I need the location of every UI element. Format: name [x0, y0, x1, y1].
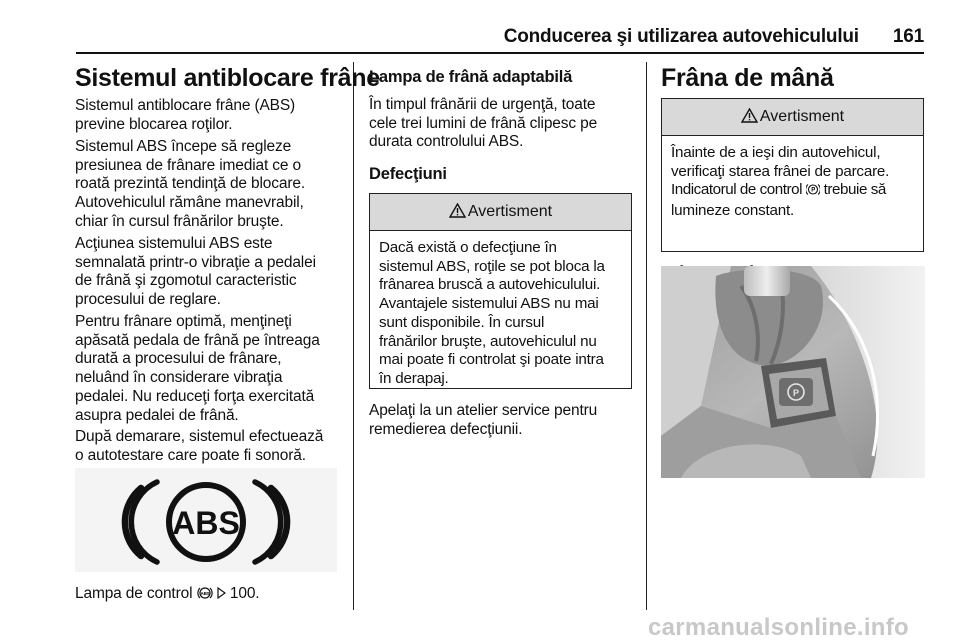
- abs-paragraph-2: Sistemul ABS începe să regleze presiunea de frânare imediat ce o roată prezintă tendinţă de blocare. Autovehiculul rămâne manevrabil, chiar în cursul frânărilor bruşte.: [75, 138, 305, 230]
- header-rule: [76, 52, 924, 54]
- svg-text:ABS: ABS: [200, 591, 210, 596]
- warning-box-abs: [369, 193, 632, 389]
- console-photo-illustration: [661, 266, 925, 478]
- subheading-defects: Defecţiuni: [369, 165, 447, 183]
- caption-page-ref[interactable]: 100.: [229, 585, 260, 602]
- svg-text:P: P: [811, 188, 815, 195]
- warning-box-handbrake: [661, 98, 924, 252]
- abs-paragraph-5: După demarare, sistemul efectuează o autotestare care poate fi sonoră.: [75, 428, 324, 464]
- warning-line-1: Înainte de a ieşi din autovehicul,: [671, 144, 881, 161]
- svg-text:P: P: [792, 388, 800, 398]
- footer-watermark[interactable]: carmanualsonline.info: [648, 614, 910, 641]
- abs-icon-figure: [75, 468, 337, 572]
- chapter-title: Conducerea şi utilizarea autovehiculului: [503, 26, 859, 47]
- electric-parking-brake-photo: [661, 266, 925, 478]
- page-ref-arrow-icon: [217, 586, 226, 605]
- section-heading-abs: Sistemul antiblocare frâne: [75, 64, 380, 92]
- warning-title: Avertisment: [759, 108, 845, 125]
- defect-advice: Apelaţi la un atelier service pentru remedierea defecţiunii.: [369, 402, 598, 438]
- warning-triangle-icon: [741, 108, 758, 127]
- page-number: 161: [892, 26, 924, 47]
- warning-title: Avertisment: [467, 203, 553, 220]
- parking-brake-lamp-icon: [806, 183, 820, 202]
- column-divider-2: [646, 62, 647, 610]
- warning-line-2: verificaţi starea frânei de parcare.: [671, 162, 890, 180]
- abs-caption: [75, 585, 345, 606]
- abs-icon-text: ABS: [172, 505, 240, 541]
- warning-line-3: Indicatorul de control P trebuie să: [671, 181, 923, 202]
- abs-paragraph-4: Pentru frânare optimă, menţineţi apăsată pedala de frână pe întreaga durată a procesului de frânare, neluând în considerare vibraţia pedalei. Nu reduceţi forţa exercitată asupra pedalei de frână.: [75, 313, 320, 424]
- warning-text: Dacă există o defecţiune în sistemul ABS, roţile se pot bloca la frânarea bruscă a autovehiculului. Avantajele sistemului ABS nu mai sunt disponibile. În cursul frânărilor bruşte, autovehiculul nu mai poate fi controlat şi poate intra în derapaj.: [379, 239, 605, 387]
- section-heading-handbrake: Frâna de mână: [661, 64, 834, 92]
- abs-warning-icon: [75, 468, 337, 572]
- warning-header: [662, 99, 923, 136]
- warning-header: [370, 194, 631, 231]
- caption-text: Lampa de control: [75, 585, 193, 602]
- warning-text: [662, 136, 923, 221]
- brake-lamp-paragraph: În timpul frânării de urgenţă, toate cele trei lumini de frână clipesc pe durata controlului ABS.: [369, 96, 598, 151]
- abs-lamp-icon: [197, 586, 213, 606]
- warning-triangle-icon: [449, 203, 466, 222]
- warning-line-4: lumineze constant.: [671, 202, 795, 220]
- section-heading-brake-lamp: Lampa de frână adaptabilă: [369, 68, 573, 86]
- abs-paragraph-3: Acţiunea sistemului ABS este semnalată printr-o vibraţie a pedalei de frână şi zgomotul caracteristic procesului de reglare.: [75, 235, 316, 309]
- abs-paragraph-1: Sistemul antiblocare frâne (ABS) previne blocarea roţilor.: [75, 97, 296, 133]
